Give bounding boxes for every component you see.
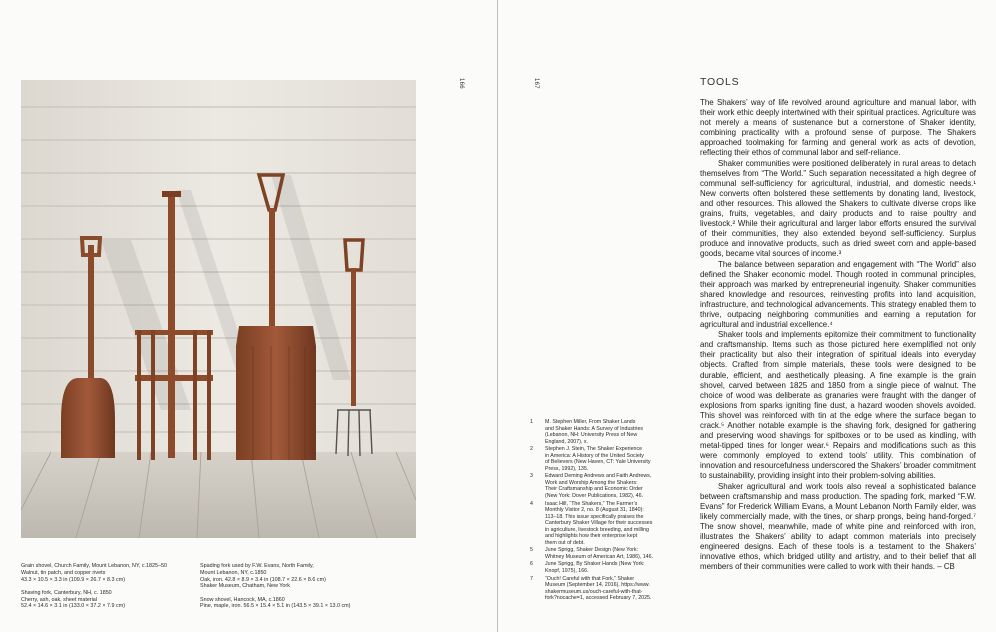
footnote-line: Edward Deming Andrews and Faith Andrews, [545, 473, 652, 480]
caption-line: Oak, iron. 42.8 × 8.9 × 3.4 in (108.7 × 22.6 × 8.6 cm) [200, 576, 326, 583]
page-number-right: 167 [533, 78, 539, 89]
footnote [530, 501, 675, 547]
footnote-line: Their Craftsmanship and Economic Order [545, 486, 643, 493]
caption-column-right [200, 563, 400, 617]
footnote-line: (Lebanon, NH: University Press of New [545, 432, 638, 438]
caption-line: 52.4 × 14.6 × 3.1 in (133.0 × 37.2 × 7.9 cm) [21, 603, 125, 610]
footnote-line: Knopf, 1975), 166. [545, 567, 589, 574]
footnote-line: June Sprigg, By Shaker Hands (New York: [545, 561, 645, 568]
footnote-line: and Shaker Hands: A Survey of Industries [545, 425, 644, 432]
caption-line: Walnut, tin patch, and copper rivets [21, 569, 106, 576]
footnote-line: in agriculture, livestock breeding, and milling [545, 526, 649, 533]
footnote-line: Museum (September 14, 2016), https://www. [545, 582, 650, 589]
footnote-line: and highlights how their enterprise kept [545, 533, 638, 540]
footnote-line: Canterbury Shaker Village for their successes [545, 520, 653, 527]
footnote [530, 576, 675, 602]
caption-column-left [21, 563, 196, 617]
footnote-number: 1 [530, 419, 533, 425]
footnote-number: 5 [530, 547, 533, 554]
footnote-line: England, 2007), x. [545, 438, 588, 445]
footnote-line: “Ouch! Careful with that Fork,” Shaker [545, 575, 635, 582]
caption-line: Cherry, ash, oak, sheet material [21, 596, 97, 603]
footnote-line: fork?nocache=1, accessed February 7, 2025. [545, 595, 652, 602]
footnote-line: them out of debt. [545, 539, 585, 546]
caption-line: Mount Lebanon, NY, c.1850 [200, 569, 267, 576]
footnote-line: shakermuseum.us/ouch-careful-with-that- [545, 588, 643, 595]
footnote-line: Isaac Hill, “The Shakers,” The Farmer’s [545, 500, 638, 507]
footnotes [530, 419, 675, 603]
footnote-line: of Believers (New Haven, CT: Yale University [545, 459, 651, 466]
footnote-line: Work and Worship Among the Shakers: [545, 479, 638, 486]
footnote [530, 419, 675, 445]
paragraph: The Shakers’ way of life revolved around agriculture and manual labor, with their work ethic deeply intertwined with their spiritual practices. Agriculture was not merely a means of sustenance but a cornerstone of Shaker identity, combining practicality with a profound sense of purpose. The Shakers approached toolmaking for farming and general work as acts of devotion, reflecting their ethos of communal labor and self-reliance. [700, 98, 976, 158]
footnote [530, 547, 675, 560]
section-title: TOOLS [700, 76, 740, 88]
caption-line: 43.3 × 10.5 × 3.3 in (109.9 × 26.7 × 8.3 cm) [21, 576, 125, 583]
footnote-number: 3 [530, 473, 533, 480]
caption-grain-shovel [21, 563, 196, 583]
paragraph: Shaker communities were positioned deliberately in rural areas to detach themselves from “The World.” Such separation necessitated a high degree of communal self-sufficiency for agricultural, industrial, and domestic needs.¹ New converts often bolstered these settlements by donating land, livestock, and other resources. This allowed the Shakers to cultivate diverse crops like grains, fruits, vegetables, and dairy products and to raise poultry and livestock.² While their agricultural and larger labor efforts ensured the survival of their communities, they also extended beyond self-sufficiency. Surplus produce and innovative products, such as dried sweet corn and apple-based goods, became vital sources of income.³ [700, 158, 976, 259]
footnote-number: 7 [530, 575, 533, 582]
footnote-number: 6 [530, 561, 533, 568]
caption-line: Pine, maple, iron. 56.5 × 15.4 × 5.1 in (143.5 × 39.1 × 13.0 cm) [200, 603, 351, 610]
footnote-line: Monthly Visitor 2, no. 8 (August 31, 1840): [545, 507, 644, 514]
caption-snow-shovel [200, 597, 400, 611]
footnote-line: (New York: Dover Publications, 1982), 46. [545, 492, 644, 499]
caption-line: Shaker Museum, Chatham, New York [200, 583, 290, 590]
footnote-line: M. Stephen Miller, From Shaker Lands [545, 419, 636, 425]
page-number-left: 166 [458, 78, 464, 89]
caption-spading-fork [200, 563, 400, 590]
footnote-number: 4 [530, 500, 533, 507]
caption-line: Snow shovel, Hancock, MA, c.1860 [200, 596, 285, 603]
footnote [530, 473, 675, 499]
footnote-line: Stephen J. Stein, The Shaker Experience [545, 446, 643, 453]
photograph-shaker-tools [21, 80, 416, 538]
footnote-line: 113–18. This issue specifically praises the [545, 513, 644, 520]
caption-line: Shaving fork, Canterbury, NH, c. 1850 [21, 589, 112, 596]
article-body [700, 98, 976, 572]
footnote-line: June Sprigg, Shaker Design (New York: [545, 547, 639, 554]
left-page [0, 0, 497, 632]
footnote-line: Press, 1992), 135. [545, 465, 589, 472]
footnote-line: in America: A History of the United Society [545, 452, 644, 459]
footnote [530, 446, 675, 472]
paragraph: Shaker tools and implements epitomize their commitment to functionality and craftsmanship. Items such as those pictured here exemplified not only their practicality but also their integration of spiritual ideals into everyday objects. Crafted from simple materials, these tools were designed to be durable, efficient, and aesthetically pleasing. A fine example is the grain shovel, carved between 1825 and 1850 from a single piece of walnut. The choice of wood was deliberate as granaries were fraught with the danger of explosions from sparks igniting fine dust, a hazard wooden shovels avoided. This shovel was reinforced with tin at the edge where the surface began to crack.⁵ Another notable example is the shaving fork, designed for gathering and preserving wood shavings for spitboxes or to be used as kindling, with metal-tipped tines for longer wear.⁶ Repairs and modifications such as this were commonly employed to extend tools’ utility. This combination of innovation and resourcefulness underscored the Shakers’ broader commitment to sustainability, providing insight into their problem-solving abilities. [700, 330, 976, 481]
caption-line: Spading fork used by F.W. Evans, North Family, [200, 563, 314, 569]
footnote-number: 2 [530, 446, 533, 453]
caption-shaving-fork [21, 590, 196, 610]
paragraph: The balance between separation and engagement with “The World” also defined the Shaker economic model. Though rooted in communal principles, their approach was marked by entrepreneurial ingenuity. Shaker communities shared knowledge and resources, reinvesting profits into land acquisition, infrastructure, and technological advancements. This strategy enabled them to thrive, outpacing neighboring communities and earning a reputation for agricultural and industrial excellence.⁴ [700, 259, 976, 330]
caption-line: Grain shovel, Church Family, Mount Lebanon, NY, c.1825–50 [21, 563, 168, 569]
paragraph: Shaker agricultural and work tools also reveal a sophisticated balance between craftsmanship and mass production. The spading fork, marked “F.W. Evans” for Frederick William Evans, a Mount Lebanon North Family elder, was likely commercially made, with the tines, or sharp prongs, being hand-forged.⁷ The snow shovel, meanwhile, made of white pine and reinforced with iron, illustrates the Shakers’ ability to adapt common materials into precisely engineered designs. Each of these tools is a testament to the Shakers’ innovative ethos, which bridged utility and artistry, and to their belief that all members of their communities were called to work with their hands. – CB [700, 481, 976, 572]
footnote [530, 561, 675, 574]
footnote-line: Whitney Museum of American Art, 1986), 146. [545, 553, 654, 560]
